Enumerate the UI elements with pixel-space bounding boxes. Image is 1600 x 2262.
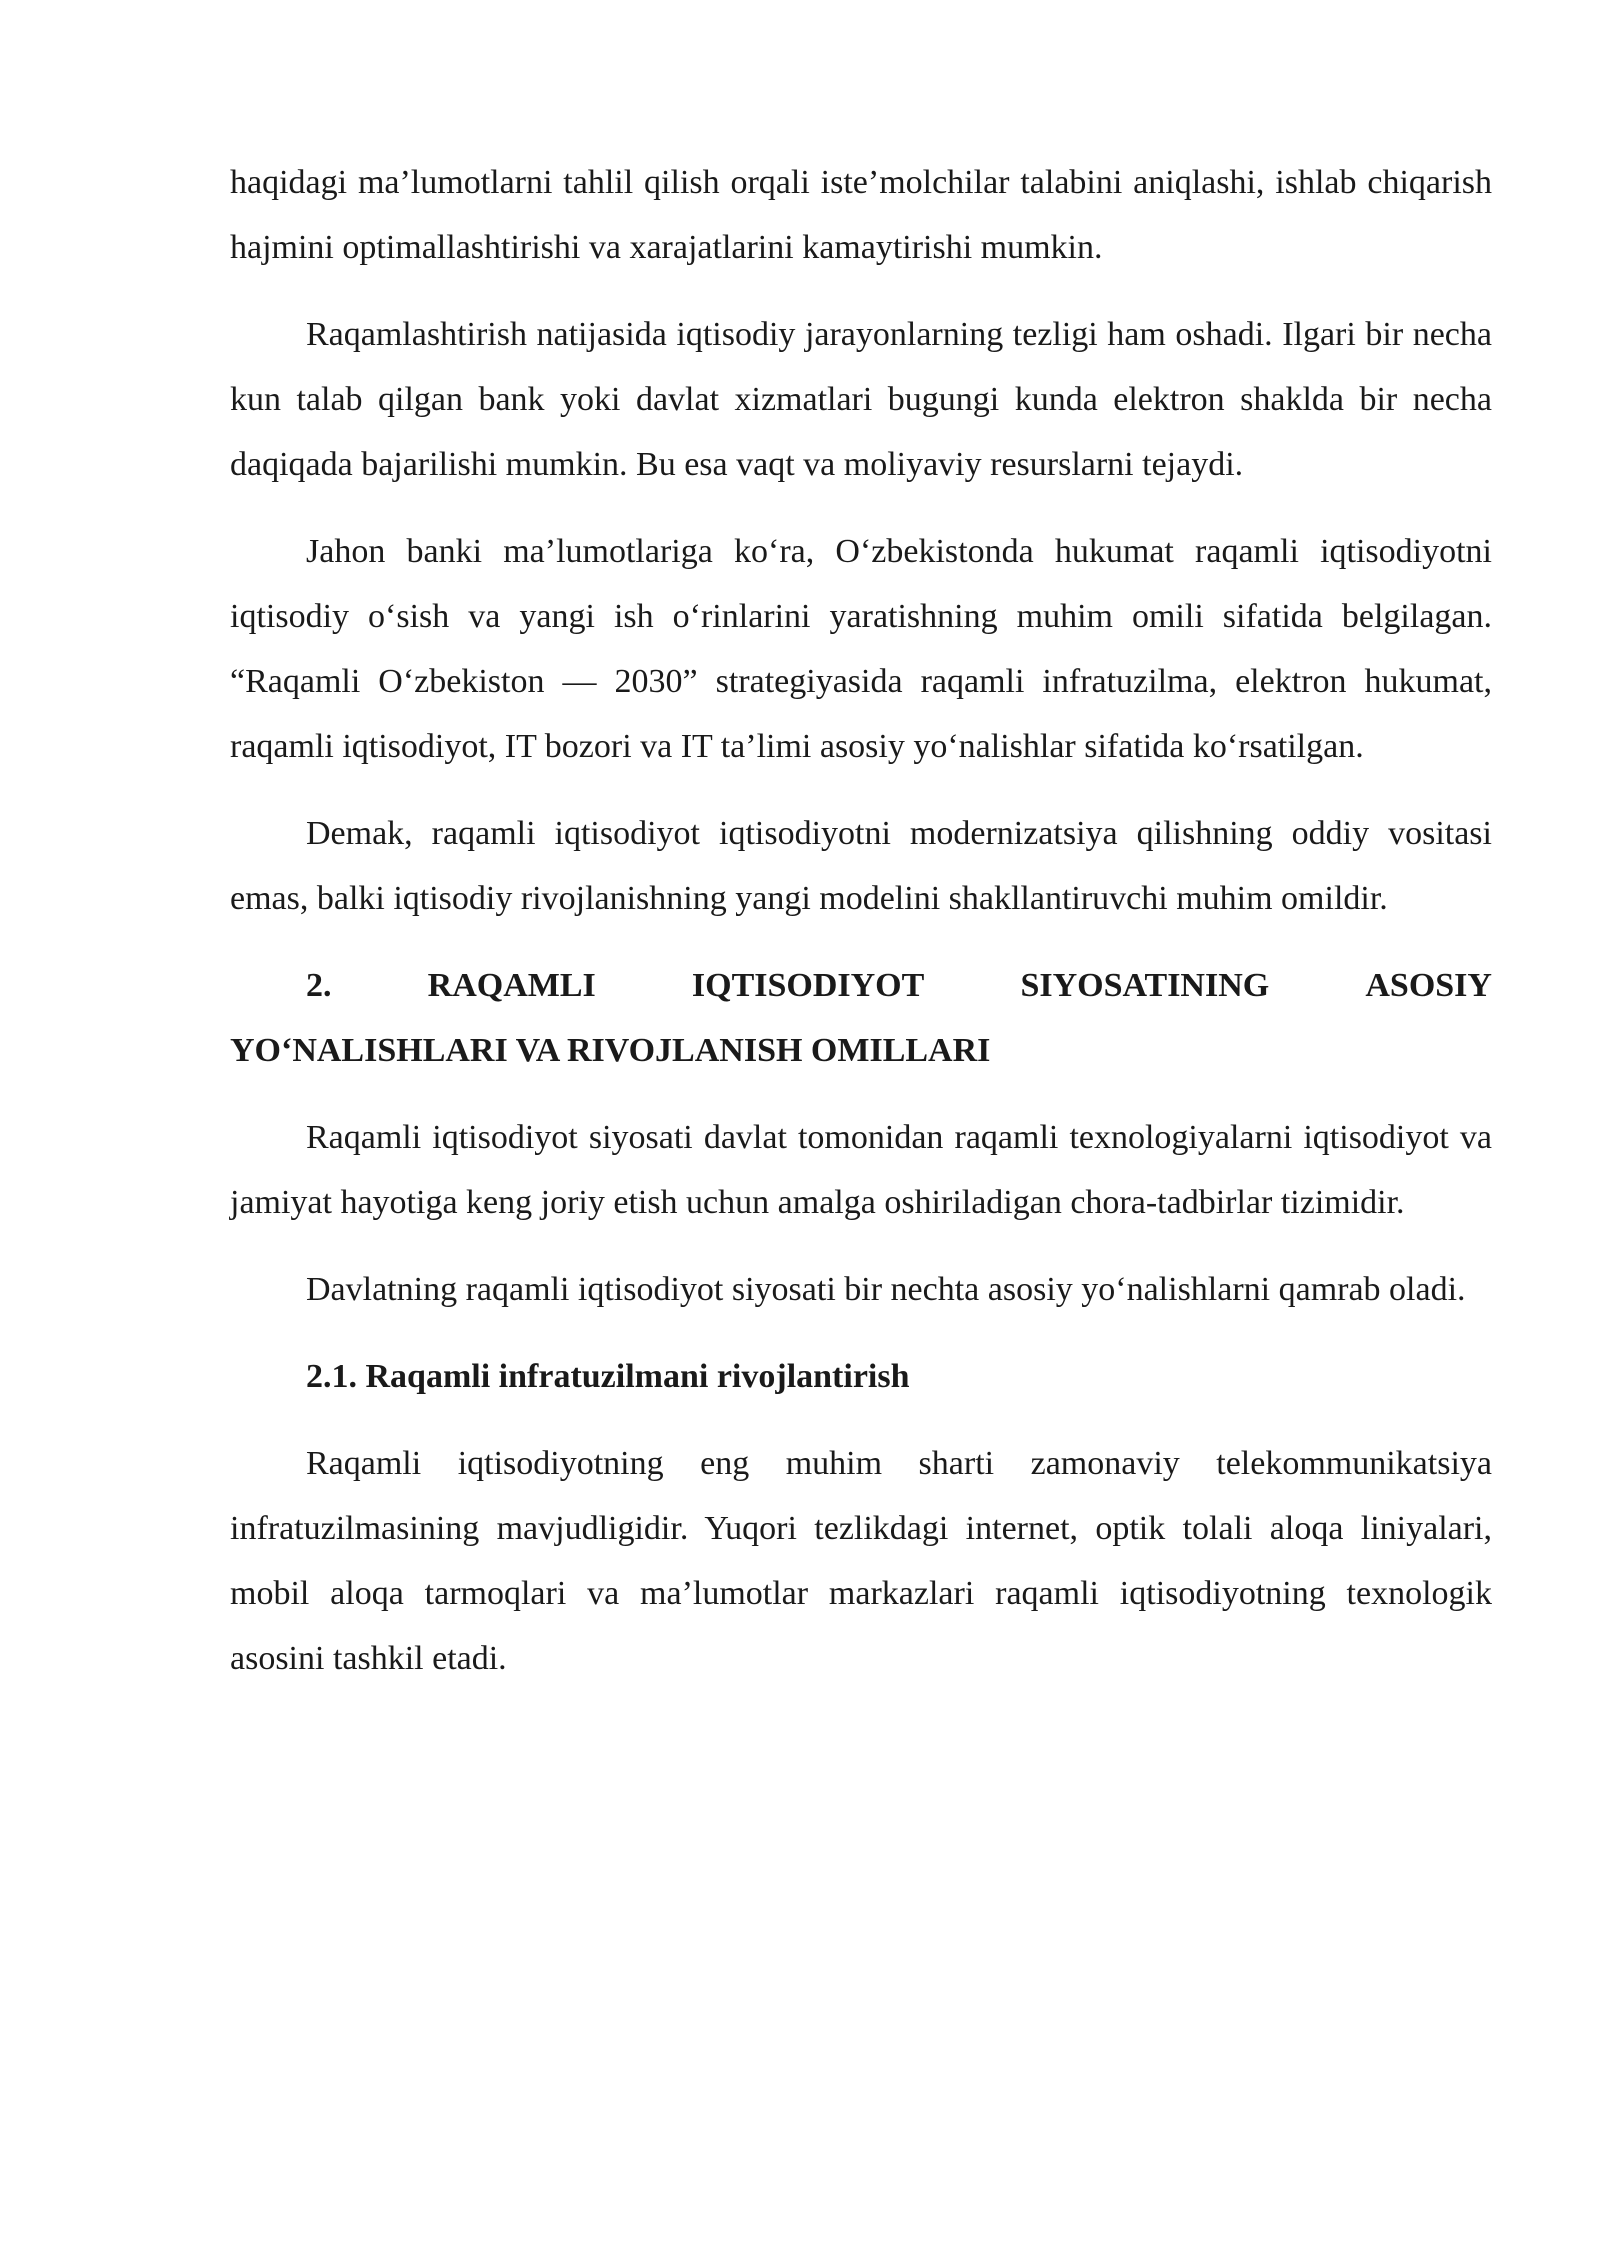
section-heading-line2: YO‘NALISHLARI VA RIVOJLANISH OMILLARI (230, 1032, 991, 1069)
subsection-heading: 2.1. Raqamli infratuzilmani rivojlantirish (306, 1358, 910, 1395)
paragraph-policy-directions: Davlatning raqamli iqtisodiyot siyosati bir nechta asosiy yo‘nalishlarni qamrab oladi. (306, 1271, 1466, 1308)
section-number: 2. (306, 967, 332, 1004)
paragraph-world-bank: Jahon banki ma’lumotlariga ko‘ra, O‘zbekistonda hukumat raqamli iqtisodiyotni iqtisodiy o‘sish va yangi ish o‘rinlarini yaratishning muhim omili sifatida belgilagan. “Raqamli O‘zbekiston — 2030” strategiyasida raqamli infratuzilma, elektron hukumat, raqamli iqtisodiyot, IT bozori va IT ta’limi asosiy yo‘nalishlar sifatida ko‘rsatilgan. (230, 533, 1492, 765)
section-heading (230, 953, 1492, 1083)
section-heading-word: ASOSIY (1365, 967, 1492, 1004)
section-heading-word: SIYOSATINING (1020, 967, 1270, 1004)
section-heading-word: IQTISODIYOT (691, 967, 925, 1004)
paragraph-digitalization-speed: Raqamlashtirish natijasida iqtisodiy jarayonlarning tezligi ham oshadi. Ilgari bir necha kun talab qilgan bank yoki davlat xizmatlari bugungi kunda elektron shaklda bir necha daqiqada bajarilishi mumkin. Bu esa vaqt va moliyaviy resurslarni tejaydi. (230, 316, 1492, 483)
paragraph-continuation: haqidagi ma’lumotlarni tahlil qilish orqali iste’molchilar talabini aniqlashi, ishlab chiqarish hajmini optimallashtirishi va xarajatlarini kamaytirishi mumkin. (230, 164, 1492, 266)
section-heading-word: RAQAMLI (427, 967, 596, 1004)
paragraph-infrastructure: Raqamli iqtisodiyotning eng muhim sharti zamonaviy telekommunikatsiya infratuzilmasining mavjudligidir. Yuqori tezlikdagi internet, optik tolali aloqa liniyalari, mobil aloqa tarmoqlari va ma’lumotlar markazlari raqamli iqtisodiyotning texnologik asosini tashkil etadi. (230, 1445, 1492, 1677)
document-page (230, 150, 1492, 1713)
paragraph-conclusion: Demak, raqamli iqtisodiyot iqtisodiyotni modernizatsiya qilishning oddiy vositasi emas, balki iqtisodiy rivojlanishning yangi modelini shakllantiruvchi muhim omildir. (230, 815, 1492, 917)
section-heading-line1 (230, 953, 1492, 1018)
paragraph-policy-definition: Raqamli iqtisodiyot siyosati davlat tomonidan raqamli texnologiyalarni iqtisodiyot va jamiyat hayotiga keng joriy etish uchun amalga oshiriladigan chora-tadbirlar tizimidir. (230, 1119, 1492, 1221)
